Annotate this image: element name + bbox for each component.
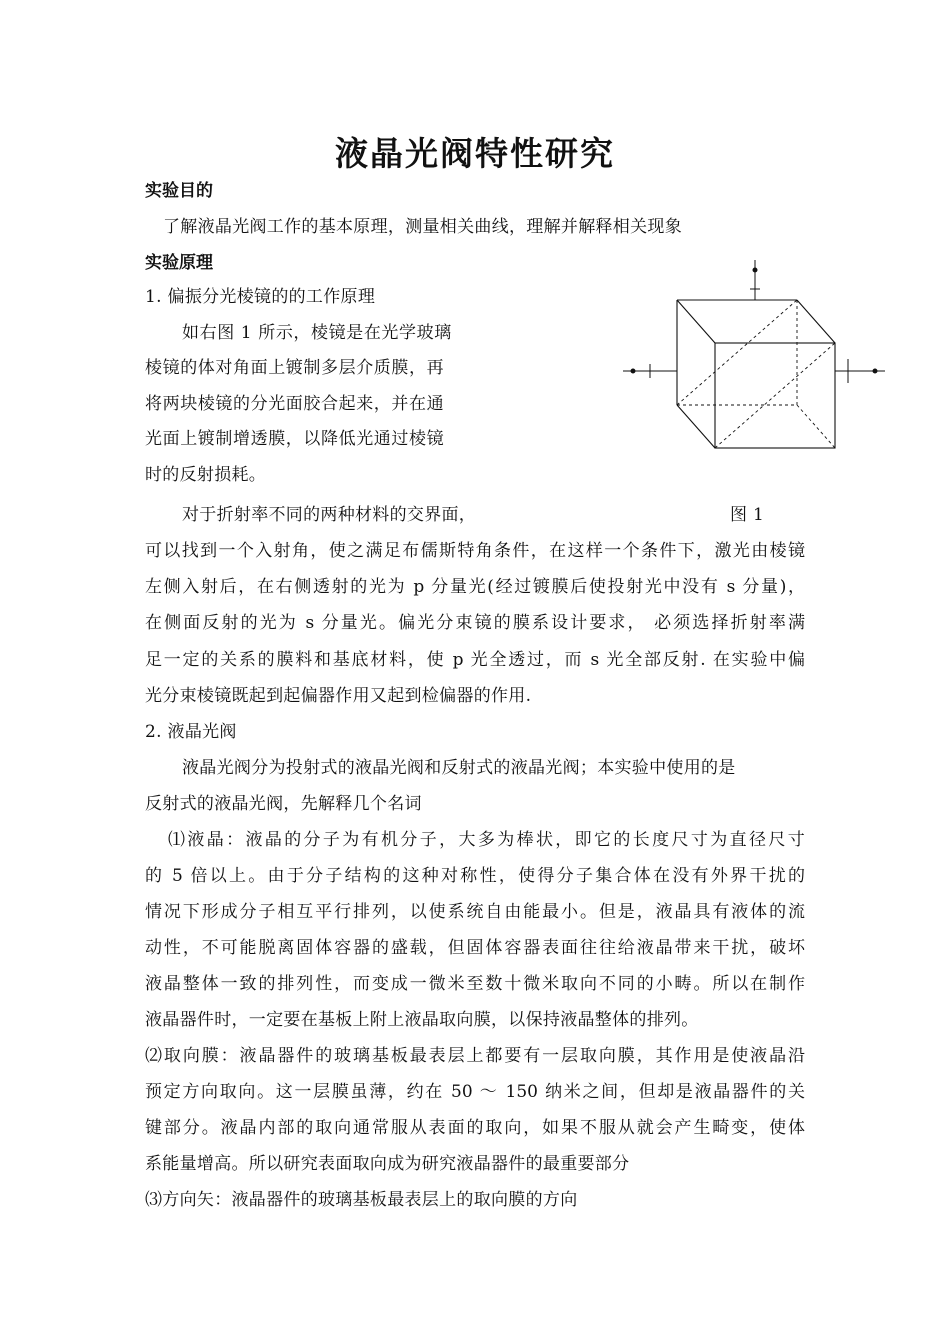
paragraph-line: 液晶器件时，一定要在基板上附上液晶取向膜，以保持液晶整体的排列。: [145, 1010, 699, 1030]
beam-marker: [873, 369, 877, 373]
paragraph-line: 的 5 倍以上。由于分子结构的这种对称性，使得分子集合体在没有外界干扰的: [145, 866, 805, 886]
paragraph-line: 动性，不可能脱离固体容器的盛载，但固体容器表面往往给液晶带来干扰，破坏: [145, 938, 805, 958]
prism-figure: [615, 255, 895, 455]
cube-edge: [677, 405, 715, 448]
paragraph-line: 光面上镀制增透膜，以降低光通过棱镜: [145, 429, 445, 449]
paragraph-line: 光分束棱镜既起到起偏器作用又起到检偏器的作用.: [145, 686, 532, 706]
paragraph-line: 情况下形成分子相互平行排列，以使系统自由能最小。但是，液晶具有液体的流: [145, 902, 805, 922]
cube-diagonal: [677, 300, 797, 405]
page-title: 液晶光阀特性研究: [335, 134, 615, 173]
paragraph-line: ⑴液晶：液晶的分子为有机分子，大多为棒状，即它的长度尺寸为直径尺寸: [168, 830, 805, 850]
paragraph-line: ⑶方向矢：液晶器件的玻璃基板最表层上的取向膜的方向: [145, 1190, 578, 1210]
beam-marker: [753, 268, 757, 272]
part2-heading: 2. 液晶光阀: [145, 722, 237, 742]
paragraph-line: 系能量增高。所以研究表面取向成为研究液晶器件的最重要部分: [145, 1154, 630, 1174]
section-heading-objective: 实验目的: [145, 181, 213, 201]
paragraph-line: ⑵取向膜：液晶器件的玻璃基板最表层上都要有一层取向膜，其作用是使液晶沿: [145, 1046, 805, 1066]
paragraph-line: 液晶整体一致的排列性，而变成一微米至数十微米取向不同的小畴。所以在制作: [145, 974, 805, 994]
paragraph-line: 预定方向取向。这一层膜虽薄，约在 50 ～ 150 纳米之间，但却是液晶器件的关: [145, 1082, 805, 1102]
beam-marker: [631, 369, 635, 373]
paragraph-line: 时的反射损耗。: [145, 465, 267, 485]
paragraph-line: 将两块棱镜的分光面胶合起来，并在通: [145, 394, 445, 414]
objective-text: 了解液晶光阀工作的基本原理，测量相关曲线，理解并解释相关现象: [163, 217, 682, 237]
paragraph-line: 棱镜的体对角面上镀制多层介质膜，再: [145, 358, 445, 378]
cube-edge: [797, 300, 835, 343]
cube-diagonal: [715, 343, 835, 448]
cube-hidden-edge: [797, 405, 835, 448]
paragraph-line: 反射式的液晶光阀，先解释几个名词: [145, 794, 422, 814]
cube-edge: [677, 300, 715, 343]
paragraph-line: 左侧入射后，在右侧透射的光为 p 分量光(经过镀膜后使投射光中没有 s 分量)，: [145, 577, 805, 597]
paragraph-line: 液晶光阀分为投射式的液晶光阀和反射式的液晶光阀；本实验中使用的是: [182, 758, 736, 778]
paragraph-line: 足一定的关系的膜料和基底材料，使 p 光全透过，而 s 光全部反射. 在实验中偏: [145, 650, 805, 670]
figure-caption: 图 1: [730, 505, 765, 525]
part1-heading: 1. 偏振分光棱镜的的工作原理: [145, 287, 376, 307]
paragraph-line: 键部分。液晶内部的取向通常服从表面的取向，如果不服从就会产生畸变，使体: [145, 1118, 805, 1138]
paragraph-line: 对于折射率不同的两种材料的交界面，: [182, 505, 477, 525]
section-heading-principle: 实验原理: [145, 253, 213, 273]
paragraph-line: 可以找到一个入射角，使之满足布儒斯特角条件，在这样一个条件下，激光由棱镜: [145, 541, 805, 561]
paragraph-line: 如右图 1 所示，棱镜是在光学玻璃: [182, 323, 452, 343]
paragraph-line: 在侧面反射的光为 s 分量光。偏光分束镜的膜系设计要求， 必须选择折射率满: [145, 613, 805, 633]
